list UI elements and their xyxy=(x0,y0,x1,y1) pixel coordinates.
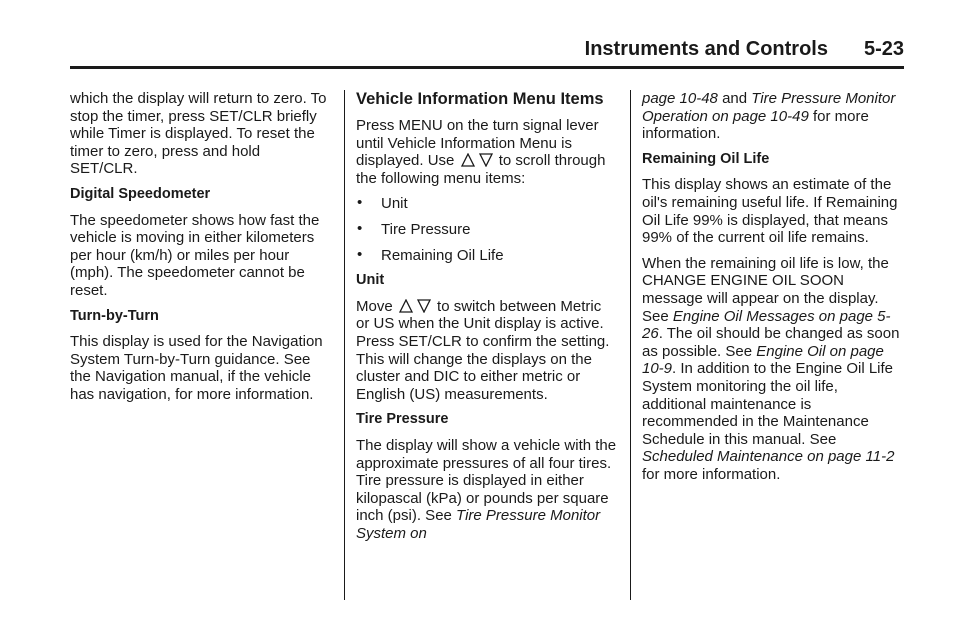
text: to scroll through the following menu items: xyxy=(356,152,606,187)
bullet: • xyxy=(357,194,363,212)
column-left xyxy=(70,90,330,412)
paragraph xyxy=(356,298,618,404)
paragraph xyxy=(356,117,618,187)
cross-reference: Engine Oil Messages on page 5-26 xyxy=(642,307,891,343)
heading-vehicle-information-menu-items: Vehicle Information Menu Items xyxy=(356,90,604,108)
heading-turn-by-turn: Turn-by-Turn xyxy=(70,307,159,324)
list-item xyxy=(356,221,618,239)
text: . The oil should be changed as soon as possible. See xyxy=(642,325,900,360)
page-number: 5-23 xyxy=(863,38,904,60)
column-right xyxy=(642,90,904,491)
text: . In addition to the Engine Oil Life System monitoring the oil life, additional maintenance is recommended in the Maintenance Schedule in this manual. See xyxy=(642,360,894,448)
heading-tire-pressure: Tire Pressure xyxy=(356,411,449,428)
paragraph: This display is used for the Navigation System Turn-by-Turn guidance. See the Navigation manual, if the vehicle has navigation, for more information. xyxy=(70,333,323,403)
text: Move xyxy=(356,297,393,315)
list-item-label: Remaining Oil Life xyxy=(381,246,504,264)
section-title: Instruments and Controls xyxy=(584,38,828,60)
text: for more information. xyxy=(642,465,781,483)
column-divider xyxy=(630,90,631,600)
cross-reference: Engine Oil on page 10-9 xyxy=(642,342,884,378)
text: When the remaining oil life is low, the CHANGE ENGINE OIL SOON message will appear on the display. See xyxy=(642,254,889,325)
bullet: • xyxy=(357,219,363,237)
list-item-label: Unit xyxy=(381,195,408,213)
column-middle xyxy=(356,90,618,550)
down-arrow-icon xyxy=(417,299,431,313)
text: for more information. xyxy=(642,107,869,143)
text: The display will show a vehicle with the approximate pressures of all four tires. Tire pressure is displayed in either kilopascal (kPa) or pounds per square inch (psi). See xyxy=(356,436,617,525)
text: and xyxy=(722,90,748,107)
up-arrow-icon xyxy=(399,299,413,313)
paragraph: which the display will return to zero. To stop the timer, press SET/CLR briefly while Timer is displayed. To reset the timer to zero, press and hold SET/CLR. xyxy=(70,90,327,178)
paragraph: The speedometer shows how fast the vehicle is moving in either kilometers per hour (km/h) or miles per hour (mph). The speedometer cannot be reset. xyxy=(70,211,320,299)
menu-items-list xyxy=(356,195,618,264)
heading-unit: Unit xyxy=(356,272,385,289)
cross-reference: page 10-48 xyxy=(642,90,718,107)
down-arrow-icon xyxy=(479,153,493,167)
text: to switch between Metric or US when the Unit display is active. Press SET/CLR to confirm the setting. This will change the displays on the cluster and DIC to either metric or English (US) measurements. xyxy=(356,297,610,403)
list-item xyxy=(356,195,618,213)
cross-reference: Tire Pressure Monitor System on xyxy=(356,507,601,542)
bullet: • xyxy=(357,245,363,263)
heading-remaining-oil-life: Remaining Oil Life xyxy=(642,150,770,167)
list-item-label: Tire Pressure xyxy=(381,220,471,238)
paragraph: This display shows an estimate of the oil's remaining useful life. If Remaining Oil Life 99% is displayed, that means 99% of the current oil life remains. xyxy=(642,176,898,247)
page-header xyxy=(70,38,904,64)
column-divider xyxy=(344,90,345,600)
cross-reference: Scheduled Maintenance on page 11-2 xyxy=(642,448,895,466)
paragraph xyxy=(356,437,618,543)
text: Press MENU on the turn signal lever until Vehicle Information Menu is displayed. Use xyxy=(356,117,599,170)
header-rule xyxy=(70,66,904,69)
cross-reference: Tire Pressure Monitor Operation on page 10-49 xyxy=(642,90,896,125)
list-item xyxy=(356,247,618,265)
heading-digital-speedometer: Digital Speedometer xyxy=(70,185,211,202)
paragraph xyxy=(642,90,904,143)
up-arrow-icon xyxy=(461,153,475,167)
paragraph xyxy=(642,255,904,484)
